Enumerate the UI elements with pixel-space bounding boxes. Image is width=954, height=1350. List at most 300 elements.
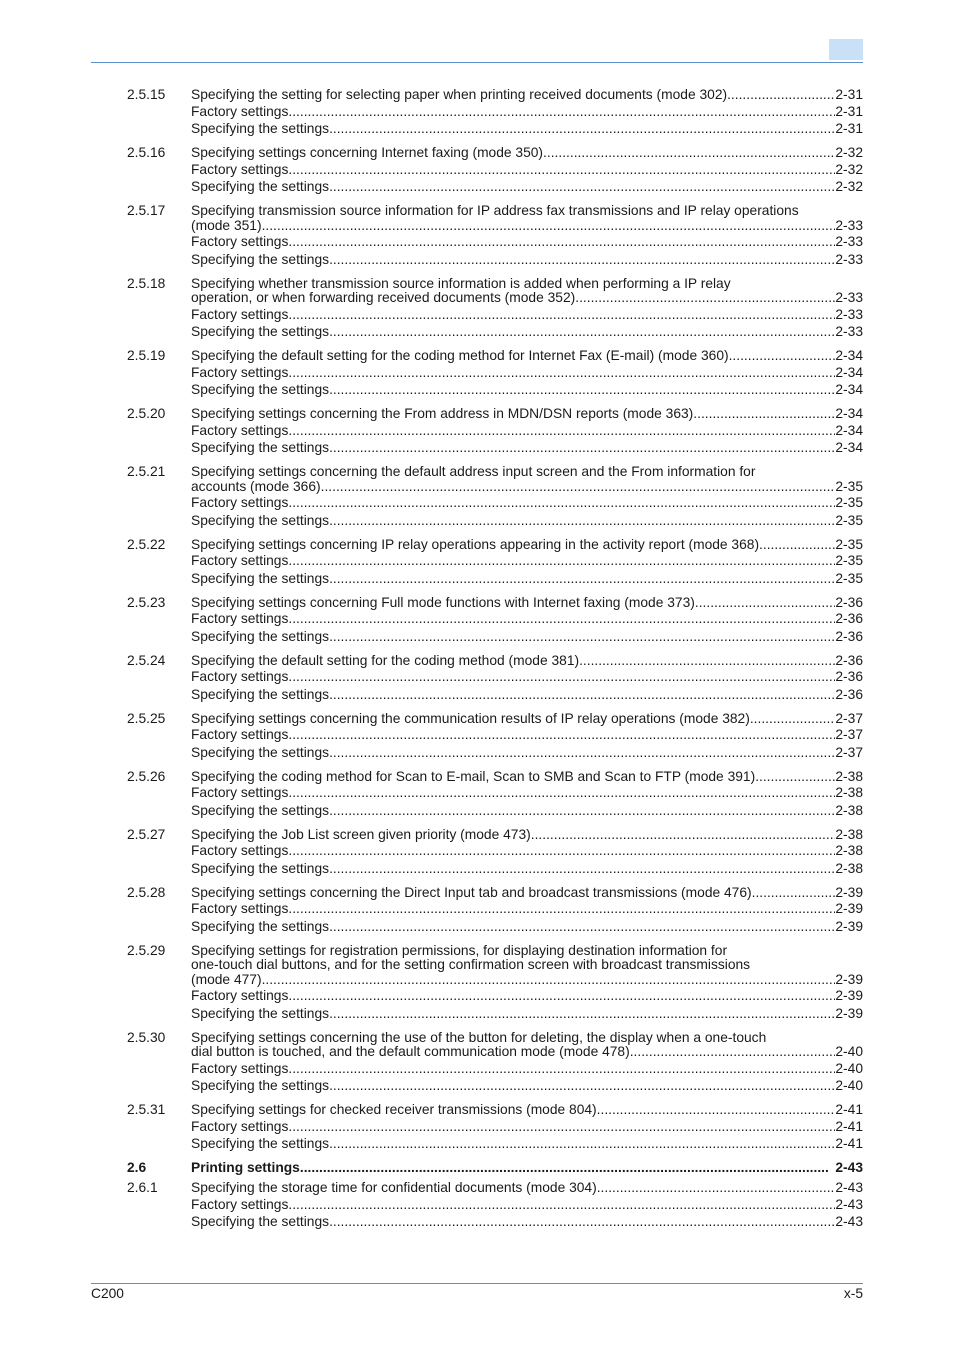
section-title: Specifying the coding method for Scan to E-mail, Scan to SMB and Scan to FTP (mode 391) <box>191 768 756 784</box>
toc-title-row <box>0 711 954 728</box>
dot-leader <box>329 919 835 936</box>
subentry-title: Factory settings <box>191 306 289 322</box>
toc-leader-row <box>191 1006 863 1023</box>
toc-subentry-row <box>0 745 954 762</box>
page-reference: 2-37 <box>835 727 863 742</box>
toc-leader-row <box>191 382 863 399</box>
subentry-title: Specifying the settings <box>191 324 330 339</box>
subentry-title: Specifying the settings <box>191 1214 330 1229</box>
page-reference: 2-43 <box>835 1160 863 1175</box>
toc-leader-row <box>191 495 863 512</box>
subentry-title: Specifying the settings <box>191 686 330 702</box>
page-reference: 2-31 <box>835 87 863 102</box>
page-reference: 2-41 <box>835 1136 863 1151</box>
toc-subentry-row <box>0 988 954 1005</box>
toc-title-row <box>0 653 954 670</box>
section-number: 2.6 <box>127 1160 147 1175</box>
toc-section-entry <box>0 203 954 268</box>
section-number: 2.5.30 <box>127 1029 166 1045</box>
table-of-contents <box>0 87 954 1238</box>
page-reference: 2-38 <box>835 860 863 876</box>
toc-leader-row <box>191 1078 863 1095</box>
section-title: Specifying settings concerning IP relay operations appearing in the activity report (mode 368) <box>191 536 760 552</box>
toc-subentry-row <box>0 1136 954 1153</box>
subentry-title: Specifying the settings <box>191 382 330 397</box>
page-reference: 2-41 <box>835 1118 863 1134</box>
toc-section-entry <box>0 1102 954 1153</box>
toc-subentry-row <box>0 1197 954 1214</box>
dot-leader <box>288 669 835 686</box>
toc-leader-row <box>191 1214 863 1231</box>
section-title: Specifying settings for registration permissions, for displaying destination information for <box>191 942 728 958</box>
subentry-title: Specifying the settings <box>191 860 330 876</box>
dot-leader <box>750 711 836 728</box>
page-reference: 2-40 <box>835 1078 863 1093</box>
dot-leader <box>288 495 835 512</box>
toc-leader-row <box>191 1180 863 1197</box>
page-reference: 2-35 <box>835 495 863 510</box>
page-reference: 2-39 <box>835 901 863 916</box>
section-number: 2.5.21 <box>127 464 166 479</box>
section-number: 2.5.18 <box>127 275 166 291</box>
footer-rule <box>91 1283 863 1284</box>
toc-title-row <box>0 348 954 365</box>
page-reference: 2-39 <box>835 918 863 934</box>
toc-title-row <box>0 290 954 307</box>
page-reference: 2-36 <box>835 628 863 644</box>
toc-leader-row <box>191 653 863 670</box>
toc-section-entry <box>0 537 954 588</box>
dot-leader <box>579 653 835 670</box>
toc-leader-row <box>191 479 863 496</box>
toc-leader-row <box>191 885 863 902</box>
toc-subentry-row <box>0 1214 954 1231</box>
toc-leader-row <box>191 785 863 802</box>
toc-leader-row <box>191 727 863 744</box>
toc-title-row <box>0 595 954 612</box>
toc-title-row <box>0 769 954 786</box>
section-number: 2.5.29 <box>127 942 166 958</box>
toc-leader-row <box>191 1061 863 1078</box>
dot-leader <box>329 252 835 269</box>
toc-subentry-row <box>0 234 954 251</box>
dot-leader <box>693 406 835 423</box>
dot-leader <box>288 1197 835 1214</box>
toc-leader-row <box>191 571 863 588</box>
page-reference: 2-36 <box>835 669 863 684</box>
page-reference: 2-40 <box>835 1044 863 1059</box>
page-reference: 2-34 <box>835 364 863 380</box>
section-number: 2.5.26 <box>127 768 166 784</box>
dot-leader <box>597 1180 836 1197</box>
toc-leader-row <box>191 919 863 936</box>
toc-leader-row <box>191 611 863 628</box>
page-reference: 2-38 <box>835 843 863 858</box>
page-reference: 2-33 <box>835 290 863 305</box>
section-number: 2.5.27 <box>127 826 166 842</box>
toc-subentry-row <box>0 513 954 530</box>
section-title: (mode 477) <box>191 971 262 987</box>
section-title: Specifying settings concerning Full mode functions with Internet faxing (mode 373) <box>191 594 695 610</box>
section-title: Specifying settings concerning the communication results of IP relay operations (mode 382) <box>191 710 750 726</box>
dot-leader <box>630 1044 836 1061</box>
subentry-title: Specifying the settings <box>191 1078 330 1093</box>
toc-leader-row <box>191 348 863 365</box>
section-number: 2.5.15 <box>127 87 166 102</box>
toc-title-row <box>0 885 954 902</box>
section-number: 2.5.17 <box>127 203 166 218</box>
page-reference: 2-33 <box>835 251 863 267</box>
section-number: 2.5.16 <box>127 145 166 160</box>
section-title: Specifying settings concerning the From address in MDN/DSN reports (mode 363) <box>191 406 694 421</box>
toc-section-entry <box>0 595 954 646</box>
toc-leader-row <box>191 324 863 341</box>
toc-subentry-row <box>0 423 954 440</box>
subentry-title: Factory settings <box>191 901 289 916</box>
toc-subentry-row <box>0 1078 954 1095</box>
dot-leader <box>329 571 835 588</box>
page-reference: 2-35 <box>835 553 863 568</box>
subentry-title: Factory settings <box>191 1118 289 1134</box>
section-title: Specifying settings concerning the Direct Input tab and broadcast transmissions (mode 476) <box>191 884 752 900</box>
page-reference: 2-38 <box>835 768 863 784</box>
toc-leader-row <box>191 365 863 382</box>
chapter-tab-marker <box>829 39 863 60</box>
toc-title-row <box>0 276 954 291</box>
dot-leader <box>288 234 835 251</box>
toc-title-row <box>0 479 954 496</box>
toc-chapter-entry <box>0 1160 954 1177</box>
toc-subentry-row <box>0 571 954 588</box>
toc-subentry-row <box>0 121 954 138</box>
page-reference: 2-34 <box>835 382 863 397</box>
toc-subentry-row <box>0 1119 954 1136</box>
dot-leader <box>288 553 835 570</box>
page-reference: 2-39 <box>835 988 863 1003</box>
page-reference: 2-36 <box>835 652 863 668</box>
toc-leader-row <box>191 988 863 1005</box>
toc-section-entry <box>0 827 954 878</box>
toc-section-entry <box>0 711 954 762</box>
toc-subentry-row <box>0 179 954 196</box>
dot-leader <box>288 727 835 744</box>
page-reference: 2-33 <box>835 217 863 233</box>
page-reference: 2-41 <box>835 1102 863 1117</box>
toc-section-entry <box>0 769 954 820</box>
page-reference: 2-31 <box>835 103 863 119</box>
toc-subentry-row <box>0 687 954 704</box>
page-reference: 2-40 <box>835 1060 863 1076</box>
page-reference: 2-32 <box>835 161 863 177</box>
toc-subentry-row <box>0 669 954 686</box>
section-title: accounts (mode 366) <box>191 478 321 494</box>
dot-leader <box>329 745 835 762</box>
page-reference: 2-35 <box>835 570 863 586</box>
toc-leader-row <box>191 669 863 686</box>
toc-leader-row <box>191 440 863 457</box>
toc-title-row <box>0 1160 954 1177</box>
subentry-title: Specifying the settings <box>191 440 330 455</box>
toc-title-row <box>0 87 954 104</box>
dot-leader <box>288 843 835 860</box>
toc-leader-row <box>191 406 863 423</box>
toc-leader-row <box>191 87 863 104</box>
page-reference: 2-38 <box>835 826 863 842</box>
toc-leader-row <box>191 1197 863 1214</box>
toc-section-entry <box>0 276 954 341</box>
toc-leader-row <box>191 1160 863 1177</box>
toc-subentry-row <box>0 1006 954 1023</box>
page-reference: 2-34 <box>835 348 863 363</box>
toc-section-entry <box>0 145 954 196</box>
subentry-title: Factory settings <box>191 1060 289 1076</box>
dot-leader <box>288 365 835 382</box>
page-reference: 2-43 <box>835 1214 863 1229</box>
dot-leader <box>543 145 835 162</box>
toc-subentry-row <box>0 365 954 382</box>
section-number: 2.5.20 <box>127 406 166 421</box>
dot-leader <box>575 290 835 307</box>
dot-leader <box>597 1102 836 1119</box>
page-reference: 2-35 <box>835 512 863 528</box>
section-title: (mode 351) <box>191 217 262 233</box>
page-reference: 2-34 <box>835 440 863 455</box>
toc-subentry-row <box>0 803 954 820</box>
toc-leader-row <box>191 1119 863 1136</box>
toc-subentry-row <box>0 553 954 570</box>
section-number: 2.5.22 <box>127 536 166 552</box>
section-number: 2.5.25 <box>127 710 166 726</box>
dot-leader <box>329 803 835 820</box>
toc-leader-row <box>191 537 863 554</box>
section-title: Printing settings <box>191 1160 300 1175</box>
dot-leader <box>531 827 836 844</box>
subentry-title: Factory settings <box>191 785 289 800</box>
subentry-title: Specifying the settings <box>191 251 330 267</box>
dot-leader <box>329 179 835 196</box>
toc-subentry-row <box>0 382 954 399</box>
section-title: Specifying transmission source information for IP address fax transmissions and IP relay operations <box>191 203 799 218</box>
page-reference: 2-31 <box>835 121 863 136</box>
section-title: Specifying the default setting for the coding method for Internet Fax (E-mail) (mode 360) <box>191 348 729 363</box>
toc-title-row <box>0 1030 954 1045</box>
page-reference: 2-36 <box>835 594 863 610</box>
toc-leader-row <box>191 827 863 844</box>
toc-title-row <box>0 1102 954 1119</box>
toc-section-entry <box>0 653 954 704</box>
toc-leader-row <box>191 104 863 121</box>
toc-subentry-row <box>0 440 954 457</box>
toc-leader-row <box>191 252 863 269</box>
subentry-title: Specifying the settings <box>191 802 330 818</box>
toc-leader-row <box>191 843 863 860</box>
page-reference: 2-33 <box>835 234 863 249</box>
toc-title-row <box>0 218 954 235</box>
section-title: Specifying the default setting for the coding method (mode 381) <box>191 652 580 668</box>
subentry-title: Factory settings <box>191 364 289 380</box>
subentry-title: Factory settings <box>191 234 289 249</box>
toc-leader-row <box>191 218 863 235</box>
dot-leader <box>329 1006 835 1023</box>
section-title: Specifying settings for checked receiver transmissions (mode 804) <box>191 1102 597 1117</box>
toc-leader-row <box>191 1102 863 1119</box>
toc-subentry-row <box>0 629 954 646</box>
toc-title-row <box>0 957 954 972</box>
dot-leader <box>755 769 835 786</box>
dot-leader <box>288 611 835 628</box>
toc-title-row <box>0 972 954 989</box>
page-reference: 2-43 <box>835 1180 863 1195</box>
dot-leader <box>288 1061 835 1078</box>
subentry-title: Specifying the settings <box>191 1136 330 1151</box>
page-reference: 2-38 <box>835 785 863 800</box>
toc-title-row <box>0 203 954 218</box>
toc-leader-row <box>191 861 863 878</box>
toc-subentry-row <box>0 919 954 936</box>
page-reference: 2-36 <box>835 686 863 702</box>
subentry-title: Specifying the settings <box>191 512 330 528</box>
dot-leader <box>329 324 835 341</box>
dot-leader <box>288 162 835 179</box>
section-title: dial button is touched, and the default communication mode (mode 478) <box>191 1044 630 1059</box>
dot-leader <box>752 885 836 902</box>
toc-subentry-row <box>0 785 954 802</box>
toc-subentry-row <box>0 843 954 860</box>
page-reference: 2-36 <box>835 611 863 626</box>
dot-leader <box>288 307 835 324</box>
toc-section-entry <box>0 1180 954 1231</box>
subentry-title: Specifying the settings <box>191 121 330 136</box>
toc-leader-row <box>191 972 863 989</box>
dot-leader <box>729 348 836 365</box>
section-number: 2.5.28 <box>127 884 166 900</box>
page-reference: 2-39 <box>835 1005 863 1021</box>
toc-leader-row <box>191 629 863 646</box>
header-rule <box>91 62 863 63</box>
dot-leader <box>329 1078 835 1095</box>
dot-leader <box>329 1136 835 1153</box>
page-reference: 2-35 <box>835 478 863 494</box>
dot-leader <box>329 121 835 138</box>
page-reference: 2-33 <box>835 324 863 339</box>
toc-section-entry <box>0 348 954 399</box>
section-title: Specifying settings concerning Internet faxing (mode 350) <box>191 145 544 160</box>
page-reference: 2-37 <box>835 710 863 726</box>
subentry-title: Specifying the settings <box>191 918 330 934</box>
toc-leader-row <box>191 121 863 138</box>
toc-title-row <box>0 1044 954 1061</box>
toc-subentry-row <box>0 1061 954 1078</box>
subentry-title: Specifying the settings <box>191 628 330 644</box>
toc-leader-row <box>191 803 863 820</box>
subentry-title: Factory settings <box>191 1196 289 1212</box>
toc-leader-row <box>191 745 863 762</box>
toc-leader-row <box>191 711 863 728</box>
subentry-title: Factory settings <box>191 422 289 438</box>
subentry-title: Factory settings <box>191 611 289 626</box>
toc-leader-row <box>191 553 863 570</box>
toc-subentry-row <box>0 861 954 878</box>
dot-leader <box>288 104 835 121</box>
page-reference: 2-32 <box>835 145 863 160</box>
page-reference: 2-34 <box>835 406 863 421</box>
toc-subentry-row <box>0 307 954 324</box>
toc-section-entry <box>0 943 954 1023</box>
footer-model: C200 <box>91 1286 124 1301</box>
toc-leader-row <box>191 1044 863 1061</box>
toc-leader-row <box>191 595 863 612</box>
dot-leader <box>321 479 836 496</box>
toc-leader-row <box>191 513 863 530</box>
subentry-title: Specifying the settings <box>191 570 330 586</box>
toc-section-entry <box>0 1030 954 1095</box>
dot-leader <box>262 972 836 989</box>
dot-leader <box>288 901 835 918</box>
toc-section-entry <box>0 87 954 138</box>
toc-title-row <box>0 145 954 162</box>
section-number: 2.5.24 <box>127 652 166 668</box>
footer-page-number: x-5 <box>843 1286 863 1301</box>
page-reference: 2-33 <box>835 306 863 322</box>
toc-title-row <box>0 406 954 423</box>
subentry-title: Factory settings <box>191 553 289 568</box>
dot-leader <box>288 1119 835 1136</box>
page-reference: 2-39 <box>835 884 863 900</box>
section-title: Specifying whether transmission source information is added when performing a IP relay <box>191 275 731 291</box>
toc-title-row <box>0 827 954 844</box>
dot-leader <box>695 595 836 612</box>
toc-subentry-row <box>0 727 954 744</box>
toc-subentry-row <box>0 324 954 341</box>
dot-leader <box>727 87 835 104</box>
dot-leader <box>288 423 835 440</box>
section-title: Specifying the setting for selecting paper when printing received documents (mode 302) <box>191 87 728 102</box>
toc-leader-row <box>191 687 863 704</box>
page-reference: 2-39 <box>835 971 863 987</box>
toc-section-entry <box>0 885 954 936</box>
page-reference: 2-34 <box>835 422 863 438</box>
dot-leader <box>329 687 835 704</box>
dot-leader <box>329 629 835 646</box>
section-number: 2.5.31 <box>127 1102 166 1117</box>
subentry-title: Factory settings <box>191 161 289 177</box>
section-title: Specifying settings concerning the default address input screen and the From information for <box>191 464 756 479</box>
section-title: one-touch dial buttons, and for the setting confirmation screen with broadcast transmissions <box>191 957 751 972</box>
subentry-title: Factory settings <box>191 669 289 684</box>
subentry-title: Specifying the settings <box>191 179 330 194</box>
dot-leader <box>329 1214 835 1231</box>
toc-section-entry <box>0 406 954 457</box>
subentry-title: Factory settings <box>191 103 289 119</box>
dot-leader <box>288 988 835 1005</box>
section-title: Specifying the storage time for confidential documents (mode 304) <box>191 1180 597 1195</box>
toc-leader-row <box>191 234 863 251</box>
section-title: Specifying settings concerning the use of the button for deleting, the display when a one-touch <box>191 1029 767 1045</box>
toc-leader-row <box>191 179 863 196</box>
toc-title-row <box>0 464 954 479</box>
toc-leader-row <box>191 901 863 918</box>
toc-title-row <box>0 943 954 958</box>
subentry-title: Factory settings <box>191 843 289 858</box>
subentry-title: Specifying the settings <box>191 744 330 760</box>
subentry-title: Factory settings <box>191 988 289 1003</box>
page-reference: 2-38 <box>835 802 863 818</box>
section-number: 2.5.23 <box>127 594 166 610</box>
page-reference: 2-35 <box>835 536 863 552</box>
dot-leader <box>262 218 836 235</box>
section-title: Specifying the Job List screen given priority (mode 473) <box>191 826 531 842</box>
toc-title-row <box>0 1180 954 1197</box>
